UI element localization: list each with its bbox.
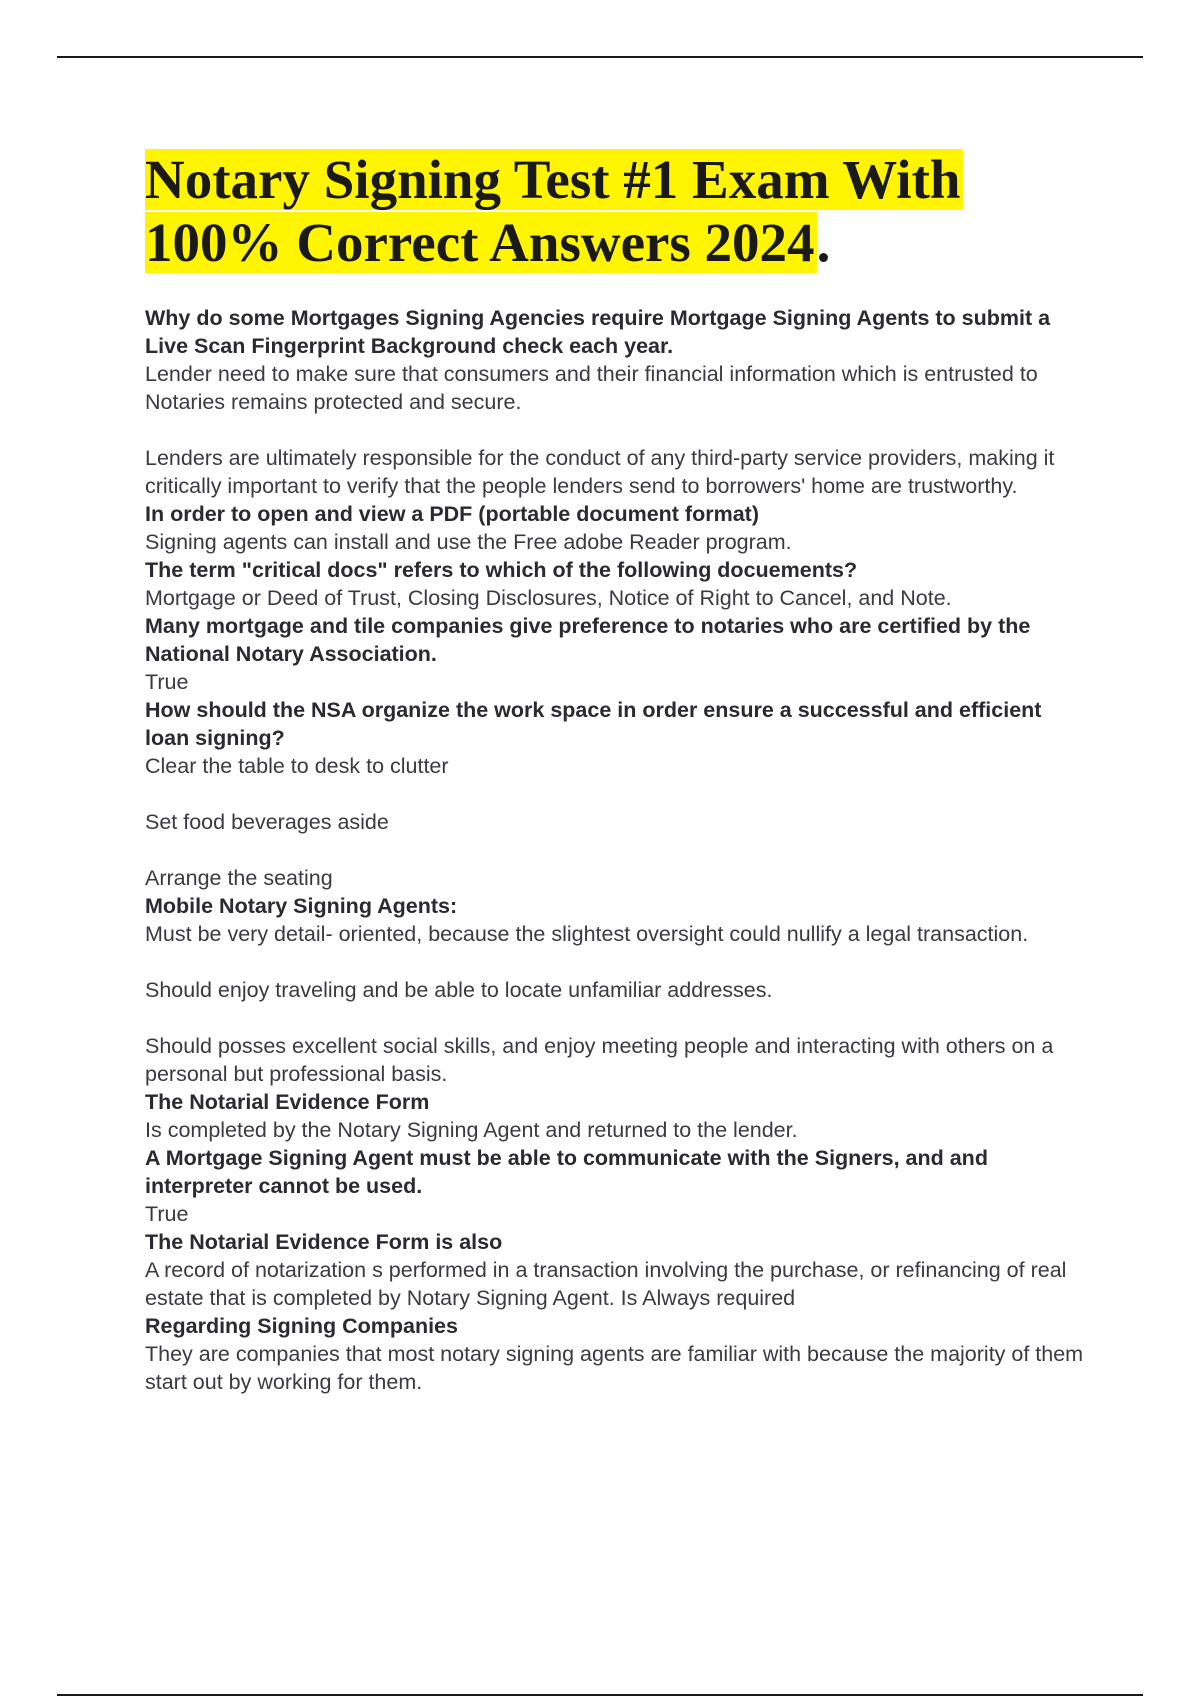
answer-text: Must be very detail- oriented, because the slightest oversight could nullify a legal transaction. xyxy=(145,922,1029,946)
answer-text: Set food beverages aside xyxy=(145,810,389,834)
answer-text: Lenders are ultimately responsible for the conduct of any third-party service providers, making it critically important to verify that the people lenders send to borrowers' home are trustworthy. xyxy=(145,446,1055,498)
answer-text: Lender need to make sure that consumers and their financial information which is entrusted to Notaries remains protected and secure. xyxy=(145,362,1038,414)
question-text: The term "critical docs" refers to which of the following docuements? xyxy=(145,558,858,582)
answer-text: A record of notarization s performed in a transaction involving the purchase, or refinancing of real estate that is completed by Notary Signing Agent. Is Always required xyxy=(145,1258,1067,1310)
answer-text: Should posses excellent social skills, and enjoy meeting people and interacting with others on a personal but professional basis. xyxy=(145,1034,1054,1086)
answer-text: Mortgage or Deed of Trust, Closing Disclosures, Notice of Right to Cancel, and Note. xyxy=(145,586,952,610)
bottom-rule xyxy=(57,1694,1143,1696)
answer-text: Clear the table to desk to clutter xyxy=(145,754,449,778)
title-period: . xyxy=(816,212,831,273)
answer-text: Signing agents can install and use the Free adobe Reader program. xyxy=(145,530,792,554)
answer-text: They are companies that most notary signing agents are familiar with because the majority of them start out by working for them. xyxy=(145,1342,1084,1394)
question-text: Regarding Signing Companies xyxy=(145,1314,458,1338)
question-text: Why do some Mortgages Signing Agencies require Mortgage Signing Agents to submit a Live Scan Fingerprint Background check each year. xyxy=(145,306,1051,358)
answer-text: True xyxy=(145,670,189,694)
question-text: How should the NSA organize the work space in order ensure a successful and efficient loan signing? xyxy=(145,698,1042,750)
question-text: Many mortgage and tile companies give preference to notaries who are certified by the National Notary Association. xyxy=(145,614,1031,666)
answer-text: Arrange the seating xyxy=(145,866,333,890)
answer-text: Is completed by the Notary Signing Agent and returned to the lender. xyxy=(145,1118,798,1142)
answer-text: Should enjoy traveling and be able to locate unfamiliar addresses. xyxy=(145,978,773,1002)
question-text: Mobile Notary Signing Agents: xyxy=(145,894,458,918)
question-text: The Notarial Evidence Form is also xyxy=(145,1230,503,1254)
qa-list xyxy=(145,304,1090,1396)
question-text: In order to open and view a PDF (portable document format) xyxy=(145,502,759,526)
page-content xyxy=(145,148,1090,1396)
question-text: A Mortgage Signing Agent must be able to communicate with the Signers, and and interpreter cannot be used. xyxy=(145,1146,988,1198)
answer-text: True xyxy=(145,1202,189,1226)
top-rule xyxy=(57,56,1143,58)
document-title xyxy=(145,148,1090,274)
question-text: The Notarial Evidence Form xyxy=(145,1090,430,1114)
title-highlight: Notary Signing Test #1 Exam With 100% Correct Answers 2024 xyxy=(145,149,961,273)
